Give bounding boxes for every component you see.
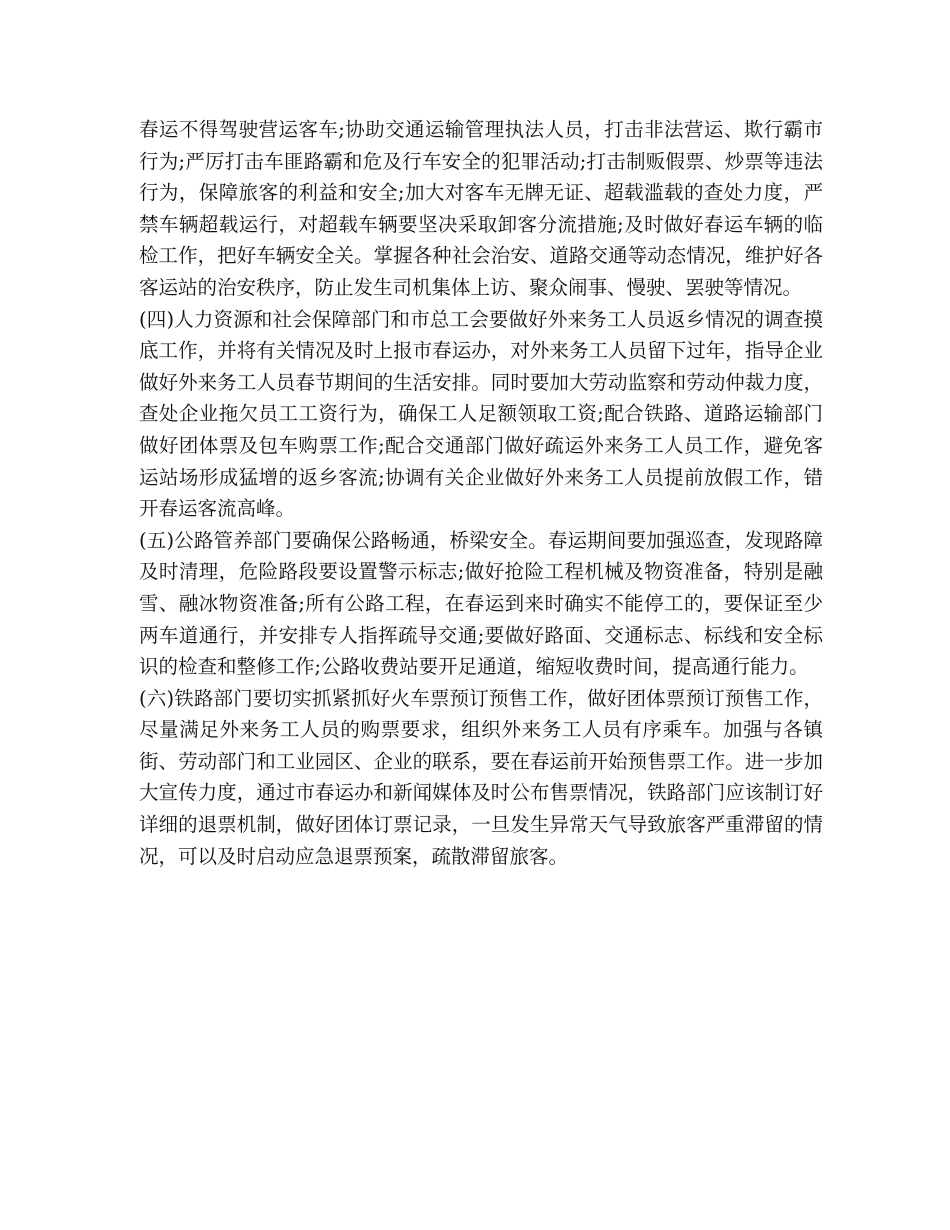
paragraph-human-resources: (四)人力资源和社会保障部门和市总工会要做好外来务工人员返乡情况的调查摸底工作，并将有关情况及时上报市春运办，对外来务工人员留下过年，指导企业做好外来务工人员春节期间的生活安排。同时要加大劳动监察和劳动仲裁力度，查处企业拖欠员工工资行为，确保工人足额领取工资;配合铁路、道路运输部门做好团体票及包车购票工作;配合交通部门做好疏运外来务工人员工作，避免客运站场形成猛增的返乡客流;协调有关企业做好外来务工人员提前放假工作，错开春运客流高峰。 — [139, 307, 823, 521]
document-body — [139, 114, 823, 872]
paragraph-railway-ticketing: (六)铁路部门要切实抓紧抓好火车票预订预售工作，做好团体票预订预售工作，尽量满足外来务工人员的购票要求，组织外来务工人员有序乘车。加强与各镇街、劳动部门和工业园区、企业的联系，要在春运前开始预售票工作。进一步加大宣传力度，通过市春运办和新闻媒体及时公布售票情况，铁路部门应该制订好详细的退票机制，做好团体订票记录，一旦发生异常天气导致旅客严重滞留的情况，可以及时启动应急退票预案，疏散滞留旅客。 — [139, 686, 823, 868]
paragraph-highway-maintenance: (五)公路管养部门要确保公路畅通，桥梁安全。春运期间要加强巡查，发现路障及时清理，危险路段要设置警示标志;做好抢险工程机械及物资准备，特别是融雪、融冰物资准备;所有公路工程，在春运到来时确实不能停工的，要保证至少两车道通行，并安排专人指挥疏导交通;要做好路面、交通标志、标线和安全标识的检查和整修工作;公路收费站要开足通道，缩短收费时间，提高通行能力。 — [139, 528, 823, 679]
paragraph-passenger-safety: 春运不得驾驶营运客车;协助交通运输管理执法人员，打击非法营运、欺行霸市行为;严厉打击车匪路霸和危及行车安全的犯罪活动;打击制贩假票、炒票等违法行为，保障旅客的利益和安全;加大对客车无牌无证、超载滥载的查处力度，严禁车辆超载运行，对超载车辆要坚决采取卸客分流措施;及时做好春运车辆的临检工作，把好车辆安全关。掌握各种社会治安、道路交通等动态情况，维护好各客运站的治安秩序，防止发生司机集体上访、聚众闹事、慢驶、罢驶等情况。 — [139, 118, 823, 299]
